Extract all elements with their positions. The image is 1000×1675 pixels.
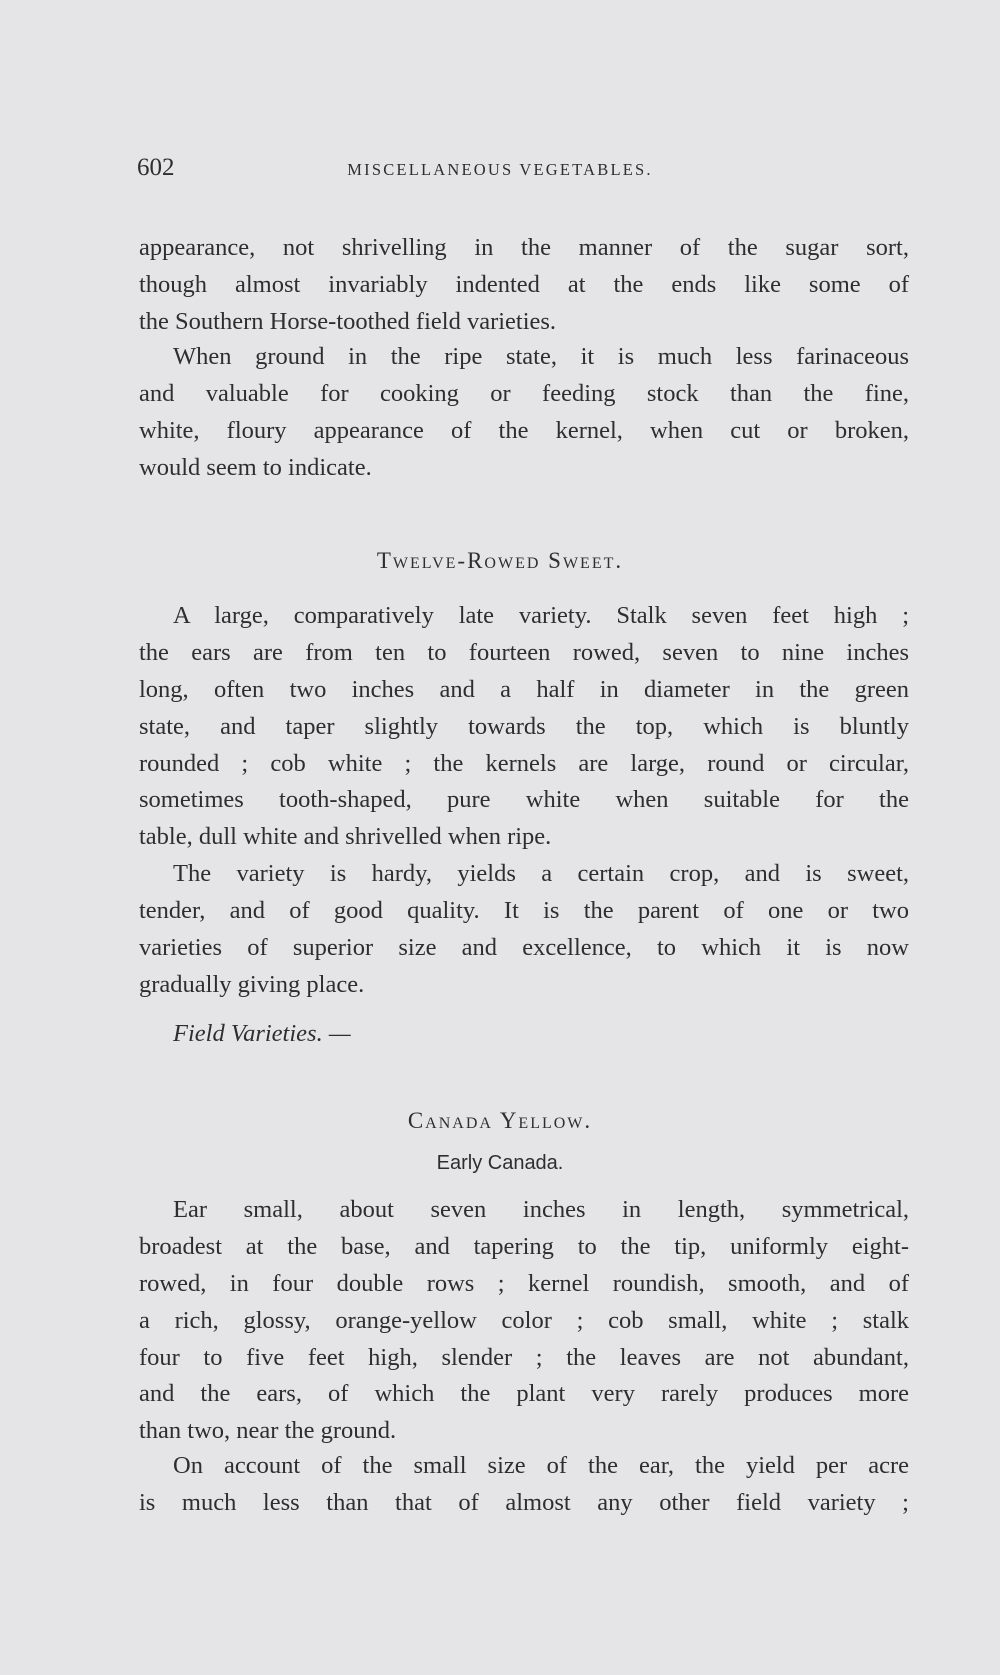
text-line: Ear small, about seven inches in length, symmetrical, [173,1196,909,1223]
text-line: long, often two inches and a half in diameter in the green [139,675,909,703]
paragraph [139,230,909,341]
text-line: rounded ; cob white ; the kernels are large, round or circular, [139,749,909,777]
paragraph [139,1448,909,1522]
text-line: and the ears, of which the plant very rarely produces more [139,1380,909,1408]
section-heading: Canada Yellow. [407,1108,593,1133]
page-number: 602 [137,154,175,181]
subsection-label: Field Varieties. — [173,1020,351,1047]
text-line: the Southern Horse-toothed field varieties. [139,307,557,335]
text-line: the ears are from ten to fourteen rowed, seven to nine inches [139,638,909,666]
text-line: would seem to indicate. [139,453,372,481]
text-line: a rich, glossy, orange-yellow color ; cob small, white ; stalk [139,1306,909,1334]
text-line: than two, near the ground. [139,1417,397,1445]
text-line: The variety is hardy, yields a certain crop, and is sweet, [173,860,909,887]
text-line: though almost invariably indented at the ends like some of [139,270,909,298]
paragraph [139,1192,909,1450]
text-line: state, and taper slightly towards the top, which is bluntly [139,712,909,740]
text-line: varieties of superior size and excellence, to which it is now [139,933,909,961]
paragraph [139,598,909,856]
text-line: table, dull white and shrivelled when ripe. [139,823,552,851]
text-line: gradually giving place. [139,970,365,998]
paragraph [139,339,909,487]
section-subheading: Early Canada. [436,1152,564,1174]
text-line: broadest at the base, and tapering to the tip, uniformly eight- [139,1232,909,1260]
text-line: is much less than that of almost any other field variety ; [139,1488,909,1516]
section-heading: Twelve-Rowed Sweet. [376,548,624,573]
text-line: white, floury appearance of the kernel, when cut or broken, [139,416,909,444]
text-line: When ground in the ripe state, it is much less farinaceous [173,343,909,370]
text-line: rowed, in four double rows ; kernel roundish, smooth, and of [139,1269,909,1297]
text-line: On account of the small size of the ear, the yield per acre [173,1452,909,1479]
text-line: appearance, not shrivelling in the manner of the sugar sort, [139,234,909,261]
text-line: sometimes tooth-shaped, pure white when suitable for the [139,786,909,814]
text-line: and valuable for cooking or feeding stock than the fine, [139,379,909,407]
running-head: MISCELLANEOUS VEGETABLES. [347,160,653,179]
paragraph [139,856,909,1004]
text-line: A large, comparatively late variety. Stalk seven feet high ; [173,602,909,629]
text-line: tender, and of good quality. It is the parent of one or two [139,896,909,924]
text-line: four to five feet high, slender ; the leaves are not abundant, [139,1343,909,1371]
